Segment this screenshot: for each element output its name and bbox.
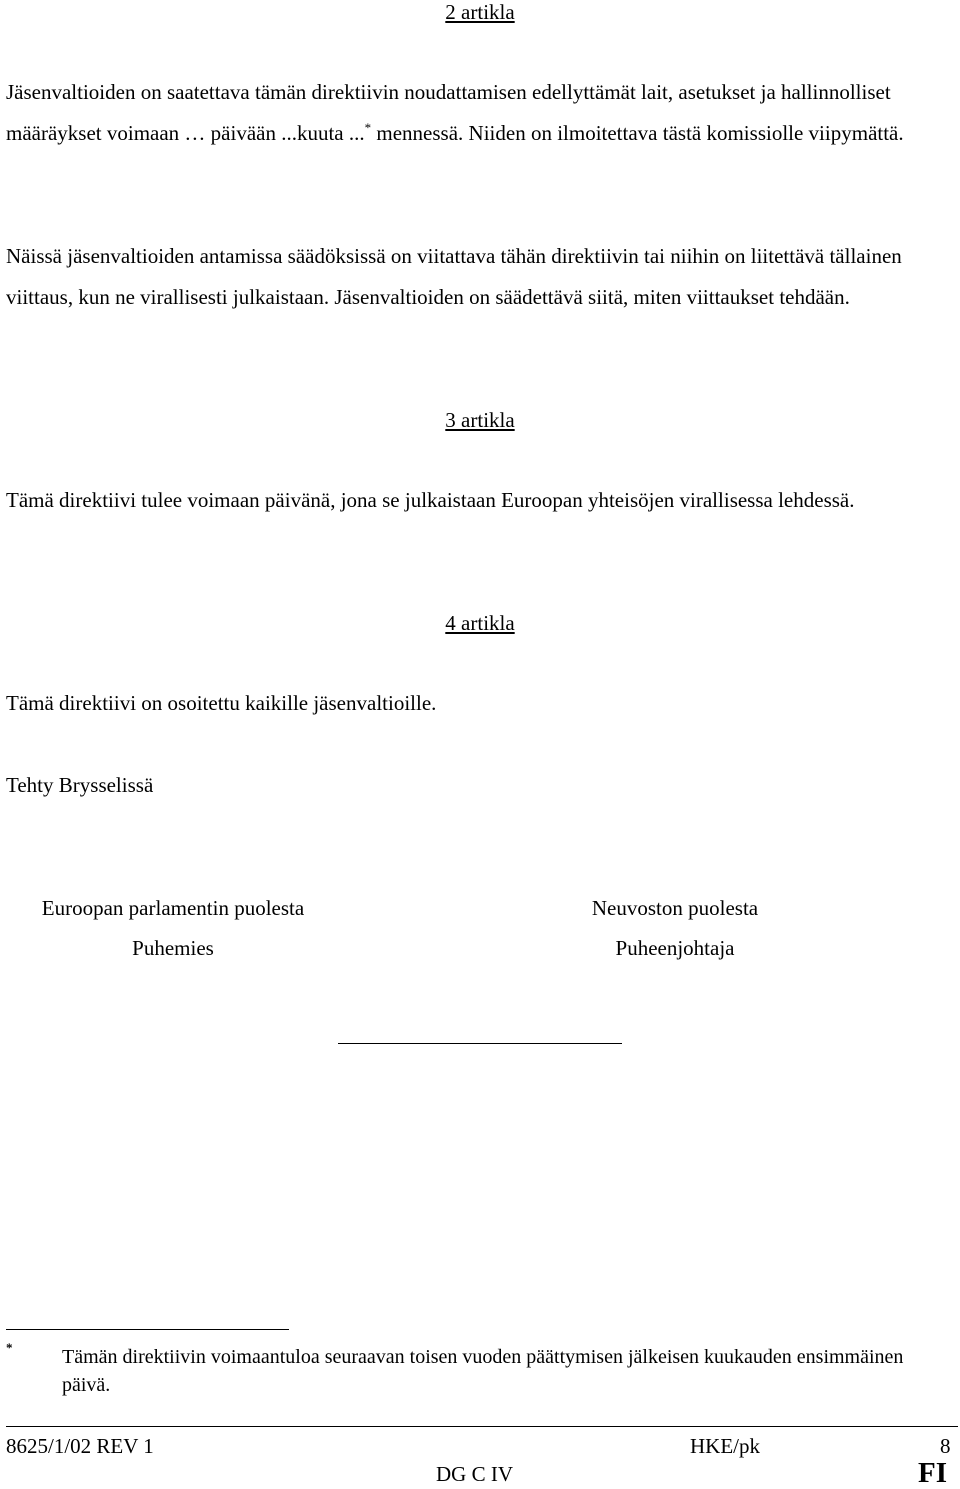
footnote-text: Tämän direktiivin voimaantuloa seuraavan toisen vuoden päättymisen jälkeisen kuukauden ensimmäinen päivä. bbox=[62, 1346, 904, 1396]
article-3-heading: 3 artikla bbox=[445, 408, 515, 432]
article-2-paragraph-1-text-a: Jäsenvaltioiden on saatettava tämän direktiivin noudattamisen edellyttämät lait, asetukset ja hallinnolliset määräykset voimaan … päivään ...kuuta ... bbox=[6, 80, 891, 145]
closing-divider bbox=[338, 1043, 622, 1044]
footer-page-number: 8 bbox=[940, 1434, 951, 1458]
footer-directorate: DG C IV bbox=[436, 1462, 513, 1486]
place-of-signing: Tehty Brysselissä bbox=[6, 773, 154, 797]
footnote-reference-mark: * bbox=[364, 120, 372, 135]
article-2-paragraph-1 bbox=[6, 72, 946, 154]
article-2-paragraph-2: Näissä jäsenvaltioiden antamissa säädöksissä on viitattava tähän direktiivin tai niihin on liitettävä tällainen viittaus, kun ne virallisesti julkaistaan. Jäsenvaltioiden on säädettävä siitä, miten viittaukset tehdään. bbox=[6, 244, 902, 309]
signature-role-chair: Puheenjohtaja bbox=[615, 936, 735, 960]
footer-initials: HKE/pk bbox=[690, 1434, 760, 1458]
article-4-heading: 4 artikla bbox=[445, 611, 515, 635]
footnote-separator bbox=[6, 1329, 289, 1330]
footnote-mark: * bbox=[6, 1340, 13, 1355]
signature-block-council bbox=[540, 888, 810, 968]
signature-org-council: Neuvoston puolesta bbox=[591, 896, 759, 920]
signature-block-parliament bbox=[18, 888, 328, 968]
signature-role-president: Puhemies bbox=[132, 936, 214, 960]
signature-org-parliament: Euroopan parlamentin puolesta bbox=[41, 896, 305, 920]
article-4-paragraph-1: Tämä direktiivi on osoitettu kaikille jäsenvaltioille. bbox=[6, 691, 437, 715]
footer-doc-reference: 8625/1/02 REV 1 bbox=[6, 1434, 154, 1458]
footer-divider bbox=[6, 1426, 958, 1427]
article-2-heading: 2 artikla bbox=[445, 0, 515, 24]
footer-language-code: FI bbox=[918, 1457, 947, 1489]
article-2-paragraph-1-text-b: mennessä. Niiden on ilmoitettava tästä komissiolle viipymättä. bbox=[371, 121, 904, 145]
article-3-paragraph-1: Tämä direktiivi tulee voimaan päivänä, jona se julkaistaan Euroopan yhteisöjen virallisessa lehdessä. bbox=[6, 488, 855, 512]
